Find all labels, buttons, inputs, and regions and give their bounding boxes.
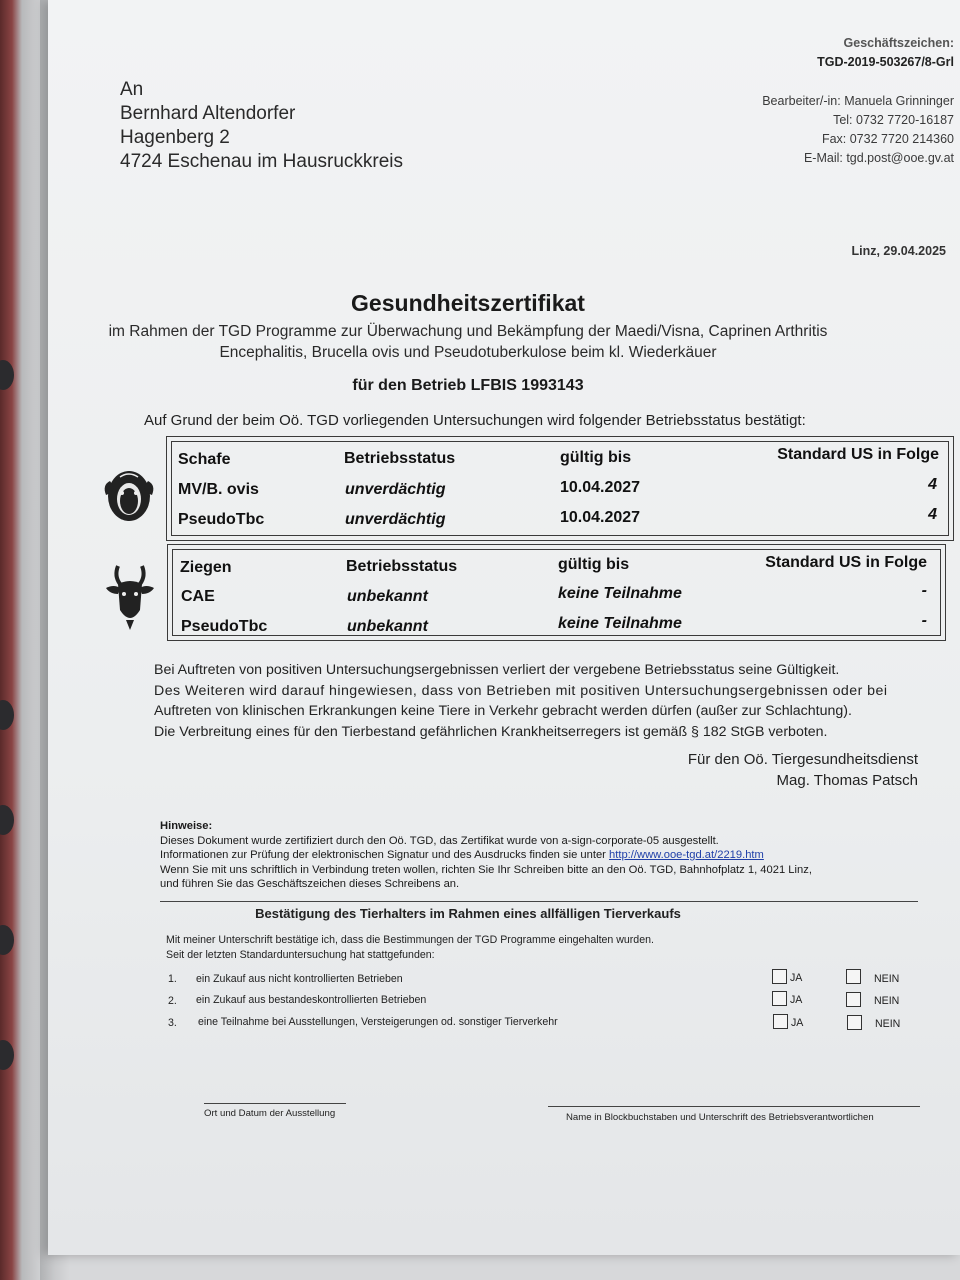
table-cell-test: PseudoTbc (181, 618, 268, 635)
table-header-followup: Standard US in Folge (765, 554, 927, 571)
recipient-line: An (120, 79, 144, 100)
table-cell-valid: 10.04.2027 (560, 509, 641, 526)
signature-line-left (204, 1103, 346, 1104)
table-header-followup: Standard US in Folge (777, 446, 939, 463)
table-cell-followup: 4 (928, 506, 937, 523)
table-header-status: Betriebsstatus (346, 558, 458, 575)
notes-line: und führen Sie das Geschäftszeichen dieses Schreibens an. (160, 878, 460, 890)
signature-org: Für den Oö. Tiergesundheitsdienst (687, 751, 918, 768)
sheep-status-table (166, 436, 954, 541)
table-cell-followup: 4 (928, 476, 937, 493)
table-cell-status: unbekannt (347, 618, 428, 635)
punch-hole (0, 360, 14, 390)
signature-line-right (548, 1106, 920, 1107)
item-text: ein Zukauf aus bestandeskontrollierten Betrieben (196, 994, 427, 1006)
date-line: Linz, 29.04.2025 (851, 244, 946, 258)
table-header-species: Ziegen (180, 559, 232, 576)
reference-block (817, 34, 954, 72)
signature-block (688, 749, 918, 791)
table-cell-status: unverdächtig (345, 511, 446, 528)
checkbox-no[interactable] (846, 992, 861, 1007)
goat-status-table (167, 544, 946, 641)
table-cell-valid: 10.04.2027 (560, 479, 641, 496)
table-cell-test: CAE (181, 588, 215, 605)
recipient-address (120, 78, 403, 174)
confirmation-heading: Bestätigung des Tierhalters im Rahmen eines allfälligen Tierverkaufs (255, 906, 681, 921)
status-intro: Auf Grund der beim Oö. TGD vorliegenden Untersuchungen wird folgender Betriebsstatus bestätigt: (144, 412, 806, 429)
notes-line: Dieses Dokument wurde zertifiziert durch den Oö. TGD, das Zertifikat wurde von a-sign-corporate-05 ausgestellt. (160, 834, 719, 847)
signature-name: Mag. Thomas Patsch (776, 772, 918, 789)
divider (160, 901, 918, 902)
verification-link[interactable]: http://www.ooe-tgd.at/2219.htm (609, 849, 764, 861)
table-cell-test: PseudoTbc (178, 511, 265, 528)
punch-hole (0, 1040, 14, 1070)
confirmation-intro (166, 933, 654, 963)
subtitle-line: im Rahmen der TGD Programme zur Überwachung und Bekämpfung der Maedi/Visna, Caprinen Arthritis (108, 323, 828, 340)
subtitle-line: Encephalitis, Brucella ovis und Pseudotuberkulose beim kl. Wiederkäuer (219, 344, 717, 361)
notes-line-text: Informationen zur Prüfung der elektronischen Signatur und des Ausdrucks finden sie unter (160, 849, 610, 861)
checkbox-no[interactable] (846, 969, 861, 984)
binder-sleeve (0, 0, 40, 1280)
paragraph-line: Die Verbreitung eines für den Tierbestand gefährlichen Krankheitserregers ist gemäß § 182 StGB verboten. (154, 723, 828, 740)
notes-heading: Hinweise: (160, 820, 213, 832)
table-header-status: Betriebsstatus (344, 450, 456, 467)
sign-field-right-label: Name in Blockbuchstaben und Unterschrift des Betriebsverantwortlichen (566, 1112, 874, 1123)
paragraph-line: Auftreten von klinischen Erkrankungen keine Tiere in Verkehr gebracht werden dürfen (außer zur Schlachtung). (154, 703, 852, 719)
fax: Fax: 0732 7720 214360 (821, 132, 954, 146)
table-cell-test: MV/B. ovis (178, 481, 259, 498)
item-text: ein Zukauf aus nicht kontrollierten Betrieben (196, 973, 403, 985)
table-cell-status: unverdächtig (345, 481, 446, 498)
table-cell-valid: keine Teilnahme (558, 615, 682, 632)
checkbox-no[interactable] (847, 1015, 862, 1030)
checkbox-no-label: NEIN (875, 1018, 901, 1030)
checkbox-no-label: NEIN (874, 995, 900, 1007)
clerk-name: Bearbeiter/-in: Manuela Grinninger (762, 94, 954, 108)
checkbox-yes-label: JA (790, 994, 803, 1006)
sheep-icon (98, 463, 160, 525)
recipient-street: Hagenberg 2 (120, 127, 230, 148)
reference-value: TGD-2019-503267/8-Grl (817, 55, 954, 69)
phone: Tel: 0732 7720-16187 (833, 113, 954, 127)
punch-hole (0, 925, 14, 955)
table-header-valid: gültig bis (558, 556, 630, 573)
table-header-valid: gültig bis (560, 449, 632, 466)
table-header-species: Schafe (178, 451, 231, 468)
punch-hole (0, 700, 14, 730)
item-number: 2. (168, 995, 177, 1007)
recipient-name: Bernhard Altendorfer (120, 103, 296, 124)
table-cell-followup: - (921, 612, 927, 629)
punch-hole (0, 805, 14, 835)
recipient-city: 4724 Eschenau im Hausruckkreis (120, 151, 404, 172)
paragraph-line: Bei Auftreten von positiven Untersuchungsergebnissen verliert der vergebene Betriebsstatus seine Gültigkeit. (154, 662, 840, 678)
notes-line: Wenn Sie mit uns schriftlich in Verbindung treten wollen, richten Sie Ihr Schreiben bitte an den Oö. TGD, Bahnhofplatz 1, 4021 Linz, (160, 863, 812, 876)
notes-block (160, 819, 812, 892)
contact-block (762, 92, 954, 168)
checkbox-yes-label: JA (790, 972, 803, 984)
goat-icon (100, 562, 160, 632)
checkbox-yes[interactable] (772, 969, 787, 984)
document-subtitle (48, 321, 888, 363)
checkbox-yes[interactable] (772, 991, 787, 1006)
business-id: für den Betrieb LFBIS 1993143 (352, 377, 584, 394)
table-cell-followup: - (921, 582, 927, 599)
item-number: 3. (168, 1017, 177, 1029)
sign-field-left-label: Ort und Datum der Ausstellung (204, 1108, 336, 1119)
notes-line (160, 848, 812, 863)
checkbox-yes[interactable] (773, 1014, 788, 1029)
item-text: eine Teilnahme bei Ausstellungen, Versteigerungen od. sonstiger Tierverkehr (198, 1016, 558, 1028)
paragraph-line: Des Weiteren wird darauf hingewiesen, dass von Betrieben mit positiven Untersuchungsergebnissen oder bei (154, 682, 888, 699)
item-number: 1. (168, 973, 177, 985)
validity-paragraph (154, 660, 887, 742)
checkbox-no-label: NEIN (874, 973, 900, 985)
table-cell-status: unbekannt (347, 588, 428, 605)
certificate-page (48, 0, 960, 1255)
document-title: Gesundheitszertifikat (351, 290, 585, 316)
confirmation-intro-line: Mit meiner Unterschrift bestätige ich, dass die Bestimmungen der TGD Programme eingehalten wurden. (166, 934, 654, 946)
email: E-Mail: tgd.post@ooe.gv.at (803, 151, 954, 165)
reference-label: Geschäftszeichen: (843, 36, 954, 50)
table-cell-valid: keine Teilnahme (558, 585, 682, 602)
confirmation-intro-line: Seit der letzten Standarduntersuchung hat stattgefunden: (166, 949, 435, 961)
checkbox-yes-label: JA (791, 1017, 804, 1029)
